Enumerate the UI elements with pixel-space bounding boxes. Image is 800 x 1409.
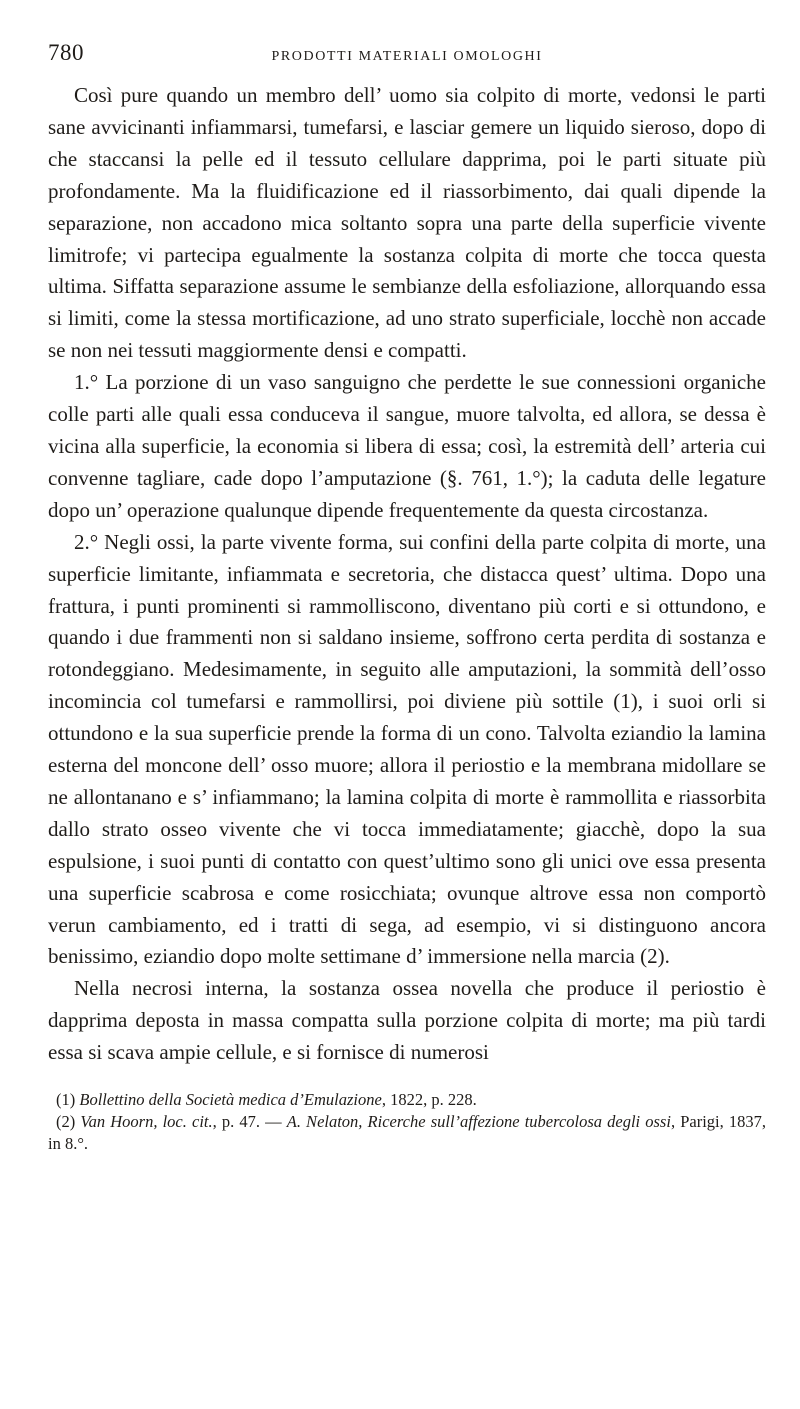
footnotes — [48, 1089, 766, 1155]
page-number: 780 — [48, 40, 84, 65]
book-page — [48, 40, 766, 1155]
footnote-details: , Parigi, 1837, in 8.°. — [48, 1112, 766, 1154]
footnote-2 — [48, 1111, 766, 1155]
footnote-author: Van Hoorn, loc. cit. — [80, 1112, 213, 1132]
paragraph-point-2: 2.° Negli ossi, la parte vivente forma, sui confini della parte colpita di morte, una superficie limitante, infiammata e secretoria, che distacca quest’ ultima. Dopo una frattura, i punti prominenti si rammolliscono, diventano più corti e si ottundono, e quando i due frammenti non si saldano insieme, soffrono certa perdita di sostanza e rotondeggiano. Medesimamente, in seguito alle amputazioni, la sommità dell’osso incomincia col tumefarsi e rammollirsi, poi diviene più sottile (1), i suoi orli si ottundono e la sua superficie prende la forma di un cono. Talvolta eziandio la lamina esterna del moncone dell’ osso muore; allora il periostio e la membrana midollare se ne allontanano e s’ infiammano; la lamina colpita di morte è rammollita e riassorbita dallo strato osseo vivente che vi tocca immediatamente; giacchè, dopo la sua espulsione, i suoi punti di contatto con quest’ultimo sono gli unici ove essa presenta una superficie scabrosa e come rosicchiata; ovunque altrove essa non comportò verun cambiamento, ed i tratti di sega, ad esempio, vi si distinguono ancora benissimo, eziandio dopo molte settimane d’ immersione nella marcia (2). — [48, 529, 766, 969]
footnote-mark: (2) — [56, 1112, 76, 1132]
paragraph-intro: Così pure quando un membro dell’ uomo sia colpito di morte, vedonsi le parti sane avvicinanti infiammarsi, tumefarsi, e lasciar gemere un liquido sieroso, dopo di che staccansi la pelle ed il tessuto cellulare dapprima, poi le parti situate più profondamente. Ma la fluidificazione ed il riassorbimento, dai quali dipende la separazione, non accadono mica soltanto sopra una parte della superficie vivente limitrofe; vi partecipa egualmente la sostanza colpita di morte che tocca questa ultima. Siffatta separazione assume le sembianze della esfoliazione, allorquando essa si limiti, come la stessa mortificazione, ad uno strato superficiale, locchè non accade se non nei tessuti maggiormente densi e compatti. — [48, 83, 766, 363]
footnote-work: A. Nelaton, Ricerche sull’affezione tubercolosa degli ossi — [286, 1112, 671, 1132]
footnote-work: Bollettino della Società medica d’Emulazione — [79, 1090, 382, 1110]
footnote-pages: , p. 47. — — [212, 1112, 287, 1132]
footnote-details: , 1822, p. 228. — [381, 1090, 477, 1110]
footnote-mark: (1) — [56, 1090, 76, 1110]
paragraph-point-1: 1.° La porzione di un vaso sanguigno che perdette le sue connessioni organiche colle parti alle quali essa conduceva il sangue, muore talvolta, ed allora, se dessa è vicina alla superficie, la economia si libera di essa; così, la estremità dell’ arteria cui convenne tagliare, cade dopo l’amputazione (§. 761, 1.°); la caduta delle legature dopo un’ operazione qualunque dipende frequentemente da questa circostanza. — [48, 370, 766, 522]
running-title: PRODOTTI MATERIALI OMOLOGHI — [271, 49, 543, 64]
paragraph-internal-necrosis: Nella necrosi interna, la sostanza ossea novella che produce il periostio è dapprima deposta in massa compatta sulla porzione colpita di morte; ma più tardi essa si scava ampie cellule, e si fornisce di numerosi — [48, 976, 766, 1065]
body-text — [48, 80, 766, 1069]
running-head — [48, 40, 766, 80]
footnote-1 — [48, 1089, 766, 1111]
